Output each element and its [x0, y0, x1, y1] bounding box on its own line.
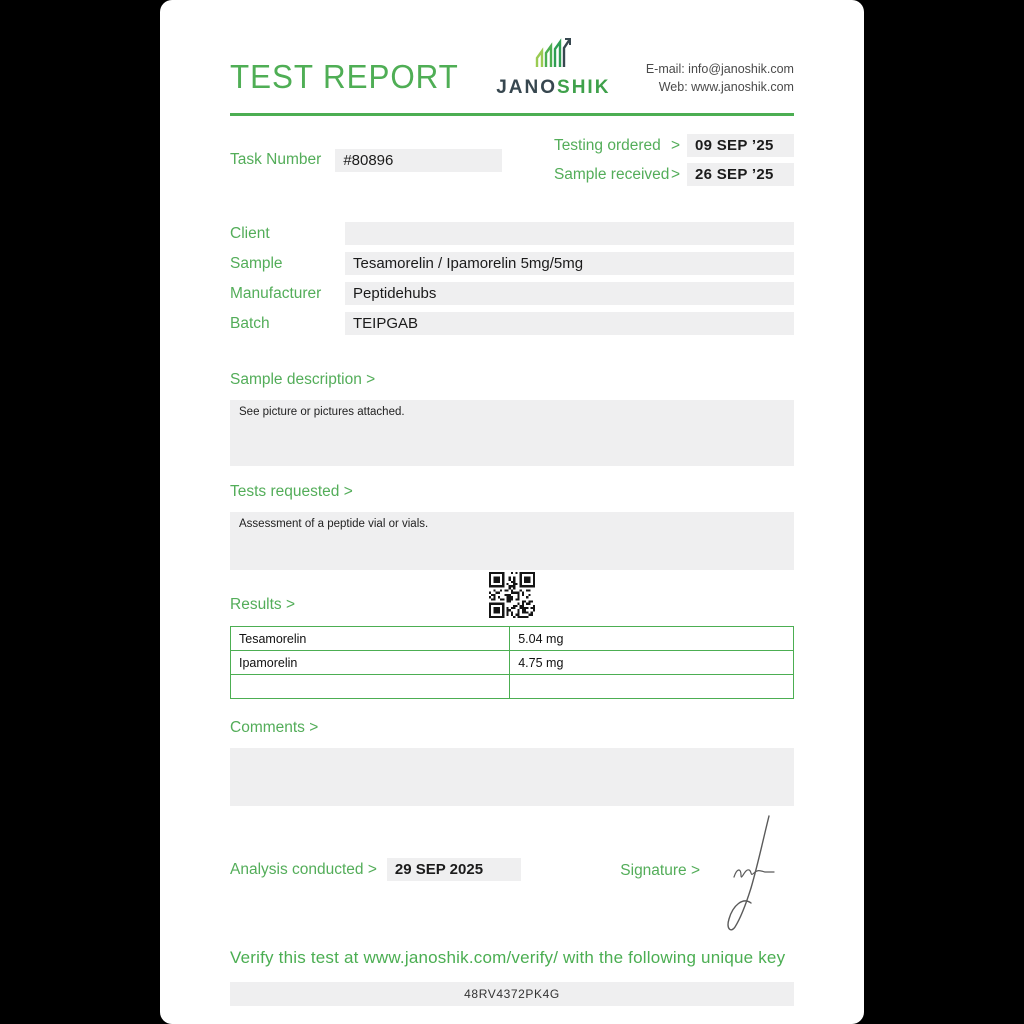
manufacturer-value: Peptidehubs — [345, 282, 794, 305]
bar-chart-logo-icon — [530, 36, 576, 75]
sample-description-label: Sample description > — [230, 371, 376, 388]
verify-text: Verify this test at www.janoshik.com/verify/ with the following unique key — [230, 948, 786, 967]
amount-cell: 4.75 mg — [510, 651, 794, 675]
report-page — [160, 0, 864, 1024]
comments-label: Comments > — [230, 719, 319, 736]
logo-wordmark — [496, 77, 610, 99]
client-value — [345, 222, 794, 245]
dates-block — [554, 134, 794, 186]
report-header — [230, 36, 794, 99]
testing-ordered-label: Testing ordered — [553, 136, 661, 154]
qr-code — [488, 572, 536, 618]
batch-label: Batch — [230, 314, 270, 332]
sample-label: Sample — [230, 254, 283, 272]
info-row-client — [230, 222, 794, 245]
signature-label: Signature > — [620, 862, 700, 879]
chevron-right-icon: > — [670, 136, 680, 154]
table-row — [231, 627, 794, 651]
tests-requested-box: Assessment of a peptide vial or vials. — [230, 512, 794, 570]
analyte-cell — [231, 675, 510, 699]
info-row-sample — [230, 252, 794, 275]
contact-web: Web: www.janoshik.com — [658, 80, 794, 95]
batch-value: TEIPGAB — [345, 312, 794, 335]
amount-cell — [510, 675, 794, 699]
table-row — [231, 675, 794, 699]
sample-description-box: See picture or pictures attached. — [230, 400, 794, 466]
page-title: TEST REPORT — [230, 58, 459, 95]
analysis-conducted-label: Analysis conducted > — [230, 860, 377, 878]
results-header — [230, 572, 794, 618]
analyte-cell: Ipamorelin — [231, 651, 510, 675]
tests-requested-label: Tests requested > — [230, 483, 353, 500]
sample-value: Tesamorelin / Ipamorelin 5mg/5mg — [345, 252, 794, 275]
analysis-signature-row — [230, 858, 794, 882]
unique-key-value: 48RV4372PK4G — [230, 982, 794, 1006]
testing-ordered-value: 09 SEP ’25 — [687, 134, 794, 157]
comments-box — [230, 748, 794, 806]
amount-cell: 5.04 mg — [510, 627, 794, 651]
results-table — [230, 626, 794, 699]
task-number-label: Task Number — [230, 151, 322, 168]
info-row-manufacturer — [230, 282, 794, 305]
chevron-right-icon: > — [670, 165, 680, 183]
janoshik-logo — [496, 36, 610, 99]
analyte-cell: Tesamorelin — [231, 627, 510, 651]
signature-image — [714, 858, 794, 882]
contact-info — [646, 60, 794, 96]
results-label: Results > — [230, 596, 296, 613]
header-divider — [230, 113, 794, 116]
logo-part-green: SHIK — [557, 77, 611, 98]
analysis-date-value: 29 SEP 2025 — [387, 858, 521, 881]
contact-email: E-mail: info@janoshik.com — [645, 62, 794, 76]
info-row-batch — [230, 312, 794, 335]
logo-part-dark: JANO — [496, 77, 558, 98]
task-number-value: #80896 — [335, 149, 502, 172]
client-label: Client — [230, 224, 270, 242]
task-section — [230, 134, 794, 186]
sample-info-section — [230, 222, 794, 335]
testing-ordered-row — [554, 134, 794, 157]
sample-received-value: 26 SEP ’25 — [687, 163, 794, 186]
sample-received-label: Sample received — [553, 165, 670, 183]
table-row — [231, 651, 794, 675]
manufacturer-label: Manufacturer — [230, 284, 322, 302]
sample-received-row — [554, 163, 794, 186]
